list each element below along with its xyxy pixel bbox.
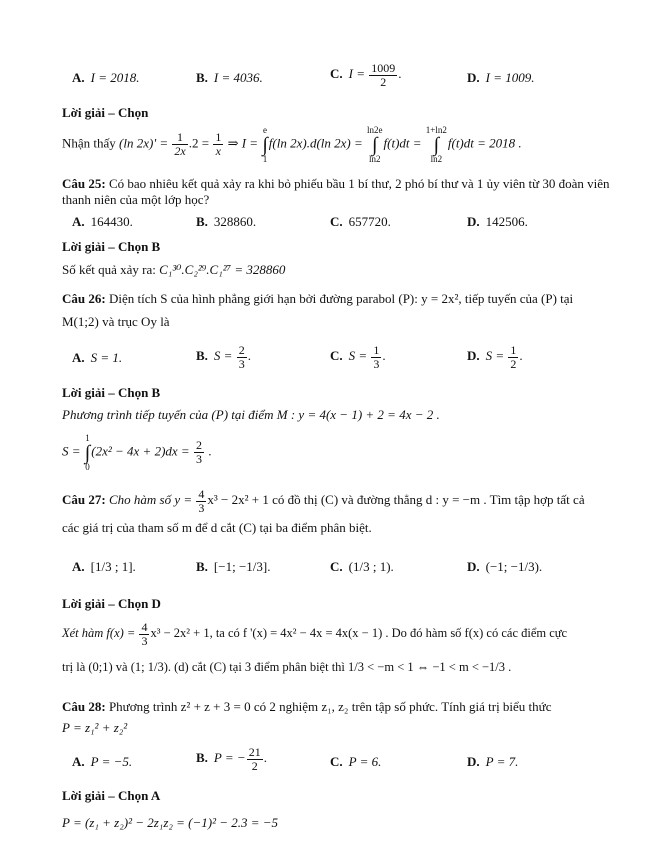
q25-option-b[interactable]: B. 328860. [196,214,257,229]
q27-solution-line1: Xét hàm f(x) = $\frac{4}{3}$ x³ − 2x² + 1, ta có f '(x) = 4x² − 4x = 4x(x − 1) . Do đó hàm số f(x) có các điểm cực [62,620,568,648]
q26-solution-line2: S = 1 ∫ 0(2x² − 4x + 2)dx = $\frac{2}{3}$ . [62,433,212,472]
q24-frac-2: $\frac{1}{x}$ [215,130,222,159]
q25-option-c[interactable]: C. 657720. [330,214,391,229]
q27-question-line1: Câu 27: Cho hàm số y = $\frac{4}{3}$ x³ − 2x² + 1 có đồ thị (C) và đường thẳng d : y = −m . Tìm tập hợp tất cả [62,487,585,515]
q27-solution-line2: trị là (0;1) và (1; 1/3). (d) cắt (C) tại 3 điểm phân biệt thì 1/3 < −m < 1 ⇔ −1 < m < −1/3 . [62,660,512,674]
q26-option-a[interactable]: A. S = 1. [72,350,123,365]
q28-option-b[interactable]: B. P = − $\frac{21}{2}$ . [196,745,267,773]
q27-option-b[interactable]: B. [−1; −1/3]. [196,559,271,574]
q26-option-d[interactable]: D. S = $\frac{1}{2}$ . [467,343,523,371]
q28-solution-title: Lời giải – Chọn A [62,788,161,803]
q24-solution-title: Lời giải – Chọn [62,105,149,120]
q27-question-line2: các giá trị của tham số m để d cắt (C) tại ba điểm phân biệt. [62,520,372,535]
q24-c-fraction: $\frac{1009}{2}$ [371,61,396,89]
q25-solution-title: Lời giải – Chọn B [62,239,161,254]
q28-option-c[interactable]: C. P = 6. [330,754,382,769]
q27-solution-title: Lời giải – Chọn D [62,596,161,611]
q25-solution-line: Số kết quả xảy ra: C₁³⁰.C₂²⁹.C₁²⁷ = 328860 [62,262,286,277]
q25-option-d[interactable]: D. 142506. [467,214,528,229]
q25-option-a[interactable]: A. 164430. [72,214,133,229]
q24-option-b[interactable]: B. I = 4036. [196,70,263,85]
q28-question-line1: Câu 28: Phương trình z² + z + 3 = 0 có 2 nghiệm z₁, z₂ trên tập số phức. Tính giá trị biểu thức [62,699,552,714]
q26-question-line2: M(1;2) và trục Oy là [62,314,170,329]
q28-question-line2: P = z₁² + z₂² [62,720,128,735]
q27-option-d[interactable]: D. (−1; −1/3). [467,559,543,574]
q26-integral: 1 ∫ 0 [84,433,91,472]
q24-frac-1: $\frac{1}{2x}$ [174,130,186,159]
q24-option-d[interactable]: D. I = 1009. [467,70,535,85]
q24-option-c[interactable]: C. I = $\frac{1009}{2}$ . [330,61,402,89]
q24-solution-line: Nhận thấy (ln 2x)' = $\frac{1}{2x}$ .2 = $\frac{1}{x}$ ⇒ I = e ∫ 1f(ln 2x).d(ln 2x) = ln2e ∫ ln2f(t)dt = 1+ln2 ∫ ln2f(t)dt = 2018 . [62,125,522,164]
q27-option-a[interactable]: A. [1/3 ; 1]. [72,559,136,574]
q27-option-c[interactable]: C. (1/3 ; 1). [330,559,394,574]
q26-solution-title: Lời giải – Chọn B [62,385,161,400]
q28-option-d[interactable]: D. P = 7. [467,754,519,769]
q24-option-a[interactable]: A. I = 2018. [72,70,140,85]
q25-question: Câu 25: Có bao nhiêu kết quả xảy ra khi bỏ phiếu bầu 1 bí thư, 2 phó bí thư và 1 ủy viên từ 30 đoàn viên thanh niên của một lớp học? [62,176,610,208]
q26-question-line1: Câu 26: Diện tích S của hình phẳng giới hạn bởi đường parabol (P): y = 2x², tiếp tuyến của (P) tại [62,291,574,306]
q24-integral-1: e ∫ 1 [262,125,268,164]
q24-integral-3: 1+ln2 ∫ ln2 [425,125,447,164]
q28-option-a[interactable]: A. P = −5. [72,754,133,769]
q26-option-b[interactable]: B. S = $\frac{2}{3}$ . [196,343,251,371]
q24-integral-2: ln2e ∫ ln2 [367,125,383,164]
q28-solution-line: P = (z₁ + z₂)² − 2z₁z₂ = (−1)² − 2.3 = −5 [62,815,279,830]
q26-solution-line1: Phương trình tiếp tuyến của (P) tại điểm M : y = 4(x − 1) + 2 = 4x − 2 . [62,407,440,422]
q26-option-c[interactable]: C. S = $\frac{1}{3}$ . [330,343,386,371]
